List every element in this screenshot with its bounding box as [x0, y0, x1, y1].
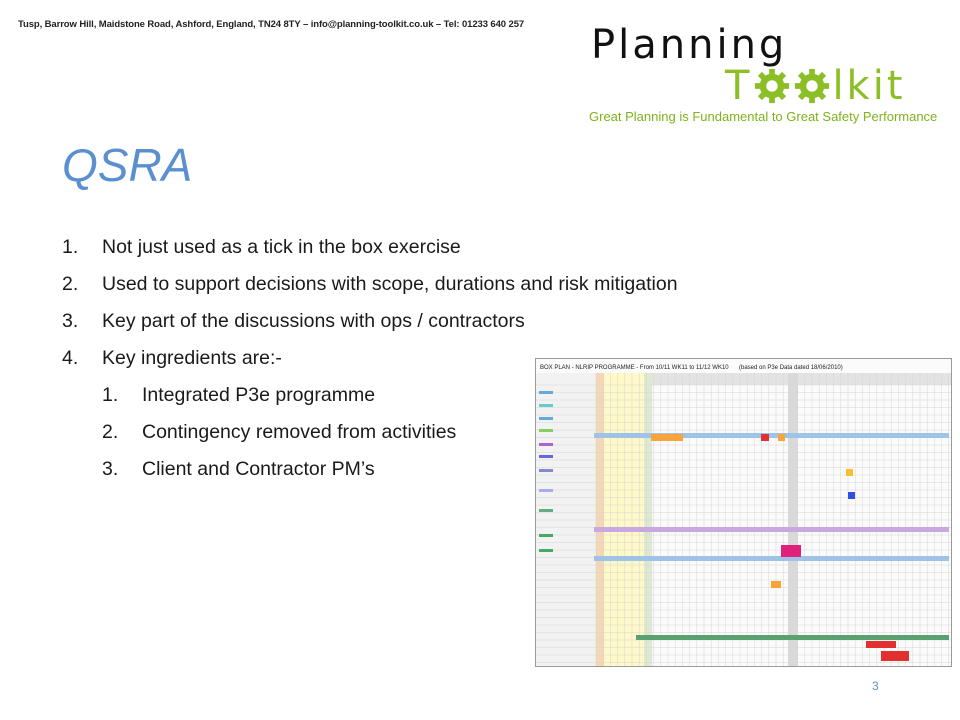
list-item: 2. Used to support decisions with scope, durations and risk mitigation — [62, 273, 678, 295]
box-plan-title: BOX PLAN - NLRIP PROGRAMME - From 10/11 WK11 to 11/12 WK10 — [540, 365, 729, 371]
header-contact-line: Tusp, Barrow Hill, Maidstone Road, Ashford, England, TN24 8TY – info@planning-toolkit.co.uk – Tel: 01233 640 257 — [18, 19, 525, 30]
planning-toolkit-logo — [585, 22, 955, 132]
slide-title: QSRA — [62, 139, 193, 191]
logo-letter-t: T — [725, 63, 753, 109]
logo-tagline: Great Planning is Fundamental to Great Safety Performance — [589, 109, 938, 124]
programme-box-plan-image — [535, 358, 952, 667]
list-item: 1. Not just used as a tick in the box exercise — [62, 236, 461, 258]
sub-list-item: 1. Integrated P3e programme — [102, 384, 376, 406]
list-item: 3. Key part of the discussions with ops / contractors — [62, 310, 525, 332]
box-plan-subtitle: (based on P3e Data dated 18/06/2010) — [739, 365, 843, 371]
gear-icon — [753, 67, 791, 105]
sub-list-item: 2. Contingency removed from activities — [102, 421, 457, 443]
gear-icon — [793, 67, 831, 105]
logo-letters-lkit: lkit — [832, 63, 906, 109]
logo-word-planning: Planning — [591, 22, 788, 68]
sub-list-item: 3. Client and Contractor PM’s — [102, 458, 375, 480]
box-plan-gantt — [536, 359, 951, 666]
logo-word-toolkit — [725, 63, 906, 109]
page-number: 3 — [872, 679, 879, 693]
list-item: 4. Key ingredients are:- — [62, 347, 282, 369]
